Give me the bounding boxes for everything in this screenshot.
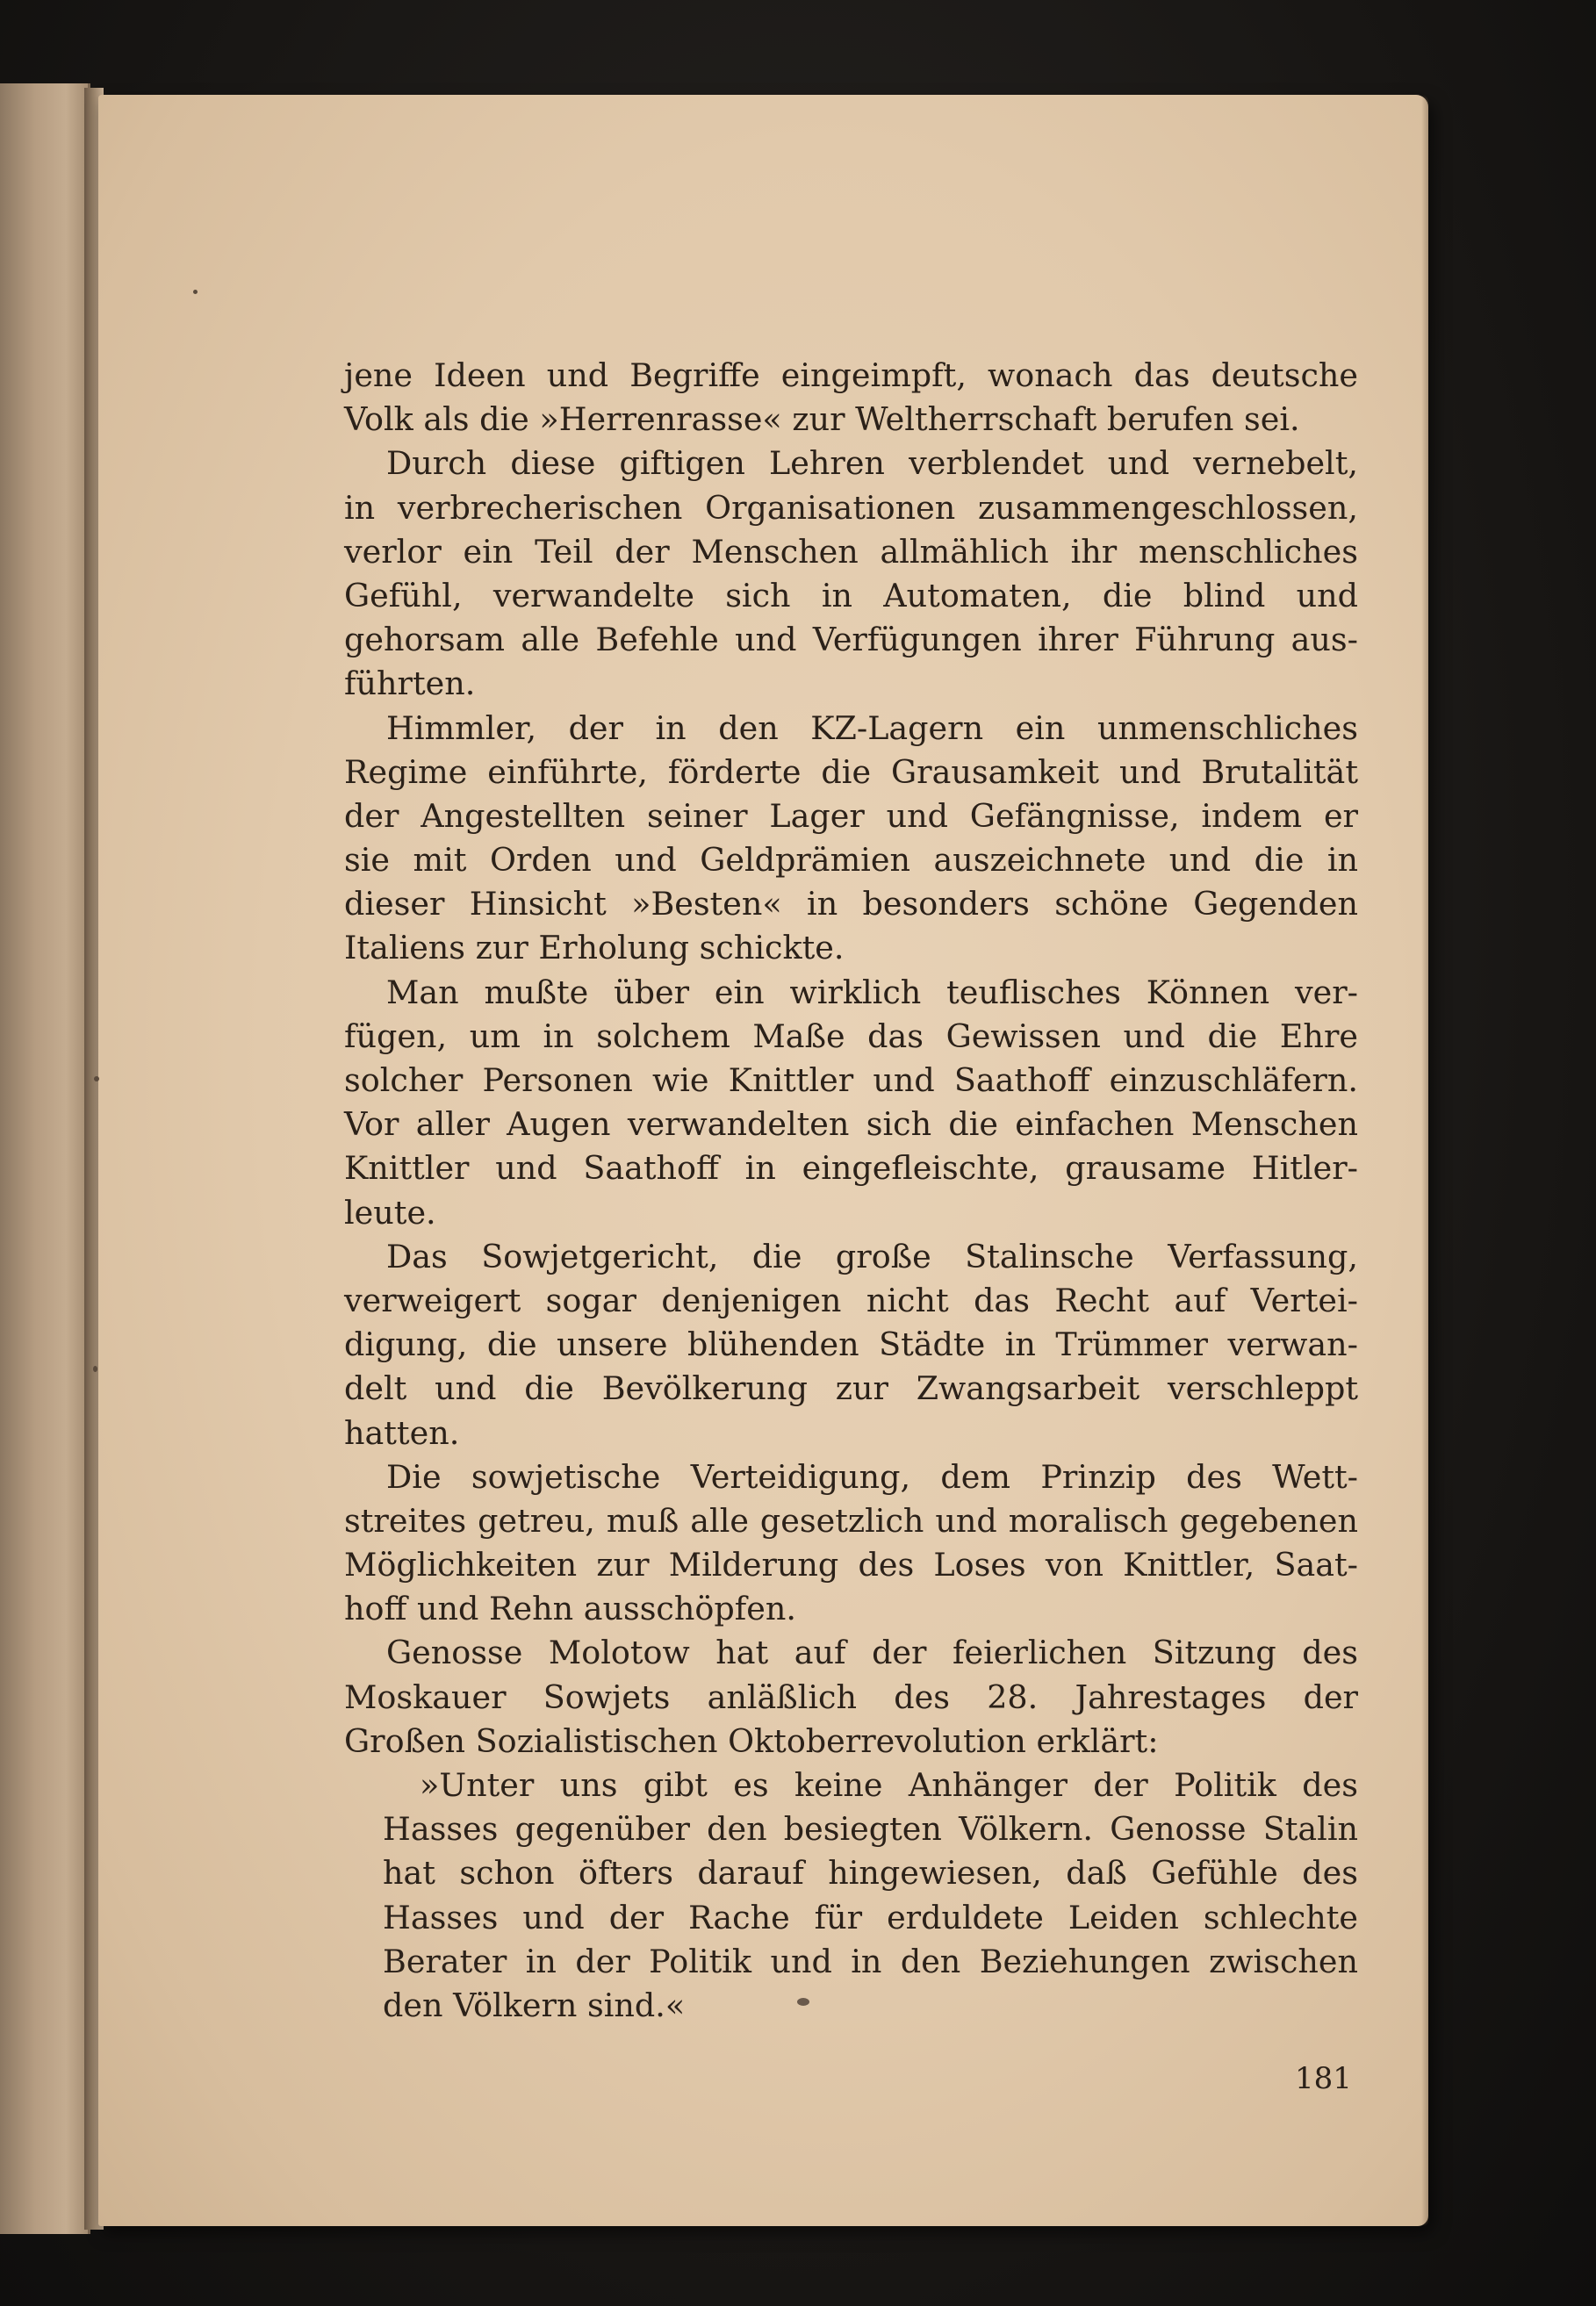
text-line: Knittler und Saathoff in eingefleischte, grausame Hitler- [344, 1149, 1358, 1188]
text-line: führten. [344, 665, 476, 703]
text-line: gehorsam alle Befehle und Verfügungen ihrer Führung aus- [344, 621, 1358, 659]
text-line: Genosse Molotow hat auf der feierlichen Sitzung des [386, 1634, 1358, 1672]
text-line: leute. [344, 1193, 436, 1232]
page-text-block [344, 354, 1358, 2028]
text-line: Berater in der Politik und in den Beziehungen zwischen [383, 1942, 1358, 1980]
text-line: Gefühl, verwandelte sich in Automaten, die blind und [344, 576, 1358, 614]
text-line: verlor ein Teil der Menschen allmählich ihr menschliches [344, 532, 1358, 571]
text-line: solcher Personen wie Knittler und Saathoff einzuschläfern. [344, 1061, 1358, 1099]
text-line: fügen, um in solchem Maße das Gewissen und die Ehre [344, 1017, 1358, 1055]
paper-speck [193, 290, 198, 294]
text-line: sie mit Orden und Geldprämien auszeichnete und die in [344, 841, 1358, 880]
text-line: Volk als die »Herrenrasse« zur Weltherrschaft berufen sei. [344, 400, 1300, 439]
text-line: digung, die unsere blühenden Städte in Trümmer verwan- [344, 1325, 1358, 1364]
text-line: Die sowjetische Verteidigung, dem Prinzip des Wett- [386, 1457, 1358, 1496]
text-line: hoff und Rehn ausschöpfen. [344, 1590, 796, 1628]
text-line: Hasses gegenüber den besiegten Völkern. Genosse Stalin [383, 1810, 1358, 1849]
text-line: hatten. [344, 1413, 460, 1452]
text-line: Regime einführte, förderte die Grausamkeit und Brutalität [344, 752, 1358, 791]
text-line: verweigert sogar denjenigen nicht das Recht auf Vertei- [344, 1281, 1358, 1319]
text-line: Großen Sozialistischen Oktoberrevolution erklärt: [344, 1721, 1159, 1760]
text-line: Man mußte über ein wirklich teuflisches Können ver- [386, 973, 1358, 1011]
text-line: dieser Hinsicht »Besten« in besonders schöne Gegenden [344, 885, 1358, 923]
text-line: Möglichkeiten zur Milderung des Loses von Knittler, Saat- [344, 1546, 1358, 1584]
text-line: Moskauer Sowjets anläßlich des 28. Jahrestages der [344, 1677, 1358, 1716]
book-page [98, 95, 1428, 2226]
paper-speck [797, 1998, 809, 2006]
page-number: 181 [1295, 2061, 1352, 2096]
text-line: Durch diese giftigen Lehren verblendet und vernebelt, [386, 444, 1358, 483]
text-line: Das Sowjetgericht, die große Stalinsche Verfassung, [386, 1237, 1358, 1275]
text-line: Himmler, der in den KZ-Lagern ein unmenschliches [386, 708, 1358, 747]
text-line: streites getreu, muß alle gesetzlich und moralisch gegebenen [344, 1501, 1358, 1540]
text-line: »Unter uns gibt es keine Anhänger der Politik des [420, 1766, 1358, 1804]
text-line: hat schon öfters darauf hingewiesen, daß Gefühle des [383, 1854, 1358, 1893]
left-facing-page-edge [0, 83, 90, 2234]
text-line: jene Ideen und Begriffe eingeimpft, wonach das deutsche [344, 356, 1358, 394]
paper-speck [94, 1076, 99, 1081]
paper-speck [93, 1366, 97, 1372]
text-line: den Völkern sind.« [383, 1986, 686, 2024]
text-line: Italiens zur Erholung schickte. [344, 929, 845, 967]
text-line: delt und die Bevölkerung zur Zwangsarbeit verschleppt [344, 1369, 1358, 1408]
text-line: Hasses und der Rache für erduldete Leiden schlechte [383, 1898, 1358, 1936]
text-line: der Angestellten seiner Lager und Gefängnisse, indem er [344, 796, 1358, 835]
text-line: Vor aller Augen verwandelten sich die einfachen Menschen [344, 1105, 1358, 1144]
text-line: in verbrecherischen Organisationen zusammengeschlossen, [344, 488, 1358, 527]
